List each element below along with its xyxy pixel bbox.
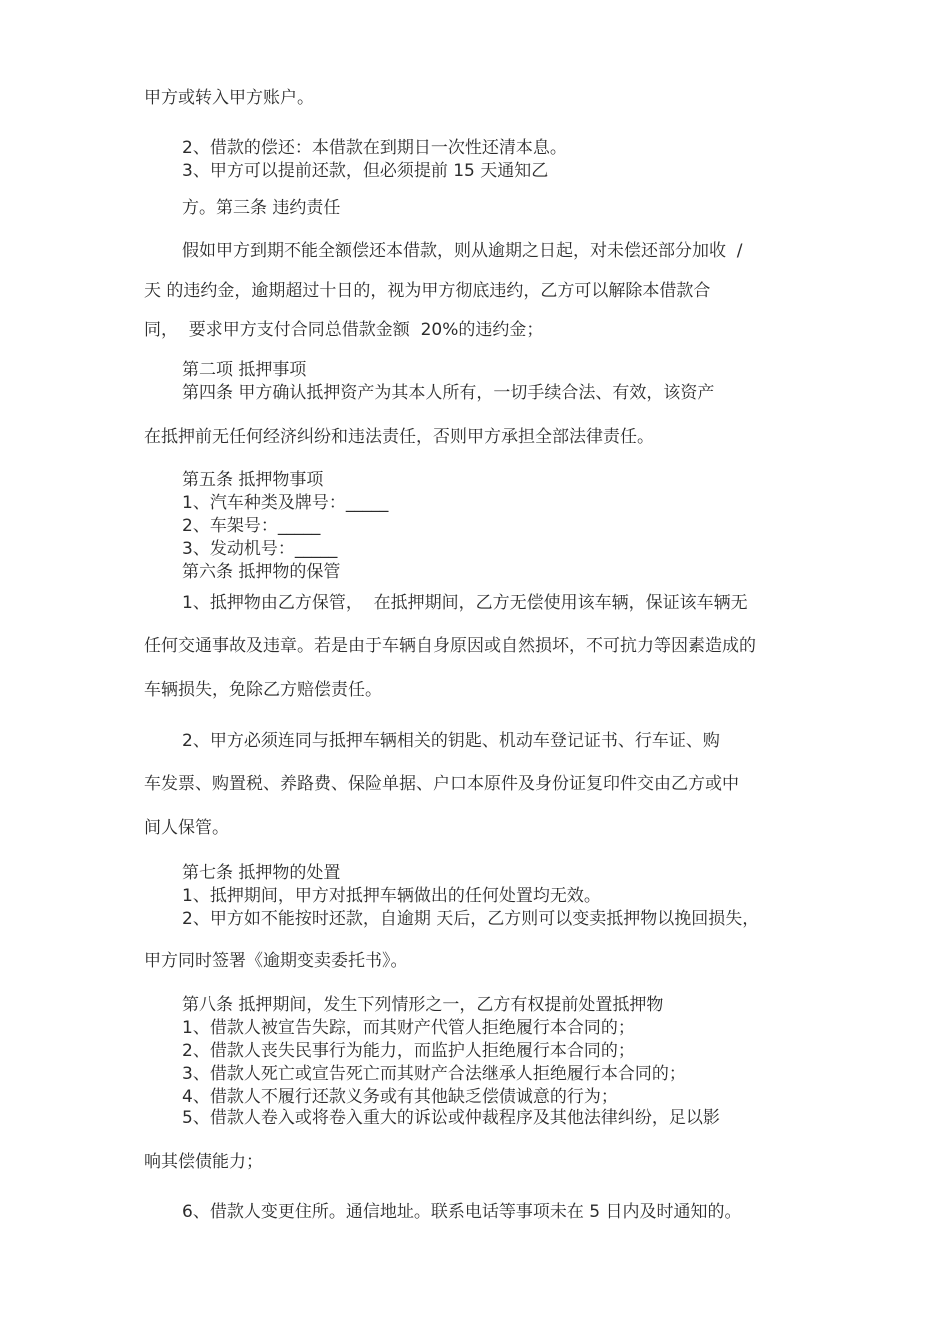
list-item: 6、借款人变更住所。通信地址。联系电话等事项未在 5 日内及时通知的。 xyxy=(182,1202,742,1222)
section-heading: 第二项 抵押事项 xyxy=(182,360,307,380)
list-item: 3、借款人死亡或宣告死亡而其财产合法继承人拒绝履行本合同的； xyxy=(182,1064,686,1084)
paragraph-line: 在抵押前无任何经济纠纷和违法责任，否则甲方承担全部法律责任。 xyxy=(144,427,654,447)
list-item: 1、借款人被宣告失踪，而其财产代管人拒绝履行本合同的； xyxy=(182,1018,635,1038)
paragraph-line: 响其偿债能力； xyxy=(144,1152,263,1172)
list-item: 1、汽车种类及牌号：_____ xyxy=(182,493,389,513)
section-heading: 第八条 抵押期间，发生下列情形之一，乙方有权提前处置抵押物 xyxy=(182,995,664,1015)
paragraph-line: 3、甲方可以提前还款，但必须提前 15 天通知乙 xyxy=(182,161,549,181)
paragraph-line: 假如甲方到期不能全额偿还本借款，则从逾期之日起，对未偿还部分加收 / xyxy=(182,241,743,261)
list-item: 2、车架号：_____ xyxy=(182,516,321,536)
section-heading: 第五条 抵押物事项 xyxy=(182,470,324,490)
section-heading: 第七条 抵押物的处置 xyxy=(182,863,341,883)
list-item: 1、抵押期间，甲方对抵押车辆做出的任何处置均无效。 xyxy=(182,886,601,906)
list-item: 4、借款人不履行还款义务或有其他缺乏偿债诚意的行为； xyxy=(182,1087,618,1107)
paragraph-line: 甲方或转入甲方账户。 xyxy=(144,88,314,108)
paragraph-line: 2、甲方必须连同与抵押车辆相关的钥匙、机动车登记证书、行车证、购 xyxy=(182,731,720,751)
paragraph-line: 第四条 甲方确认抵押资产为其本人所有，一切手续合法、有效，该资产 xyxy=(182,383,715,403)
paragraph-line: 甲方同时签署《逾期变卖委托书》。 xyxy=(144,951,408,971)
paragraph-line: 2、借款的偿还：本借款在到期日一次性还清本息。 xyxy=(182,138,567,158)
paragraph-line: 天 的违约金，逾期超过十日的，视为甲方彻底违约，乙方可以解除本借款合 xyxy=(144,281,711,301)
paragraph-line: 车辆损失，免除乙方赔偿责任。 xyxy=(144,680,382,700)
paragraph-line: 车发票、购置税、养路费、保险单据、户口本原件及身份证复印件交由乙方或中 xyxy=(144,774,739,794)
list-item: 2、甲方如不能按时还款，自逾期 天后，乙方则可以变卖抵押物以挽回损失， xyxy=(182,909,760,929)
paragraph-line: 任何交通事故及违章。若是由于车辆自身原因或自然损坏，不可抗力等因素造成的 xyxy=(144,636,756,656)
paragraph-line: 1、抵押物由乙方保管， 在抵押期间，乙方无偿使用该车辆，保证该车辆无 xyxy=(182,593,748,613)
paragraph-line: 同， 要求甲方支付合同总借款金额 20%的违约金； xyxy=(144,320,544,340)
list-item: 3、发动机号：_____ xyxy=(182,539,338,559)
list-item: 2、借款人丧失民事行为能力，而监护人拒绝履行本合同的； xyxy=(182,1041,635,1061)
list-item: 5、借款人卷入或将卷入重大的诉讼或仲裁程序及其他法律纠纷，足以影 xyxy=(182,1108,720,1128)
section-heading: 第六条 抵押物的保管 xyxy=(182,562,341,582)
section-heading: 方。第三条 违约责任 xyxy=(182,198,341,218)
paragraph-line: 间人保管。 xyxy=(144,818,229,838)
